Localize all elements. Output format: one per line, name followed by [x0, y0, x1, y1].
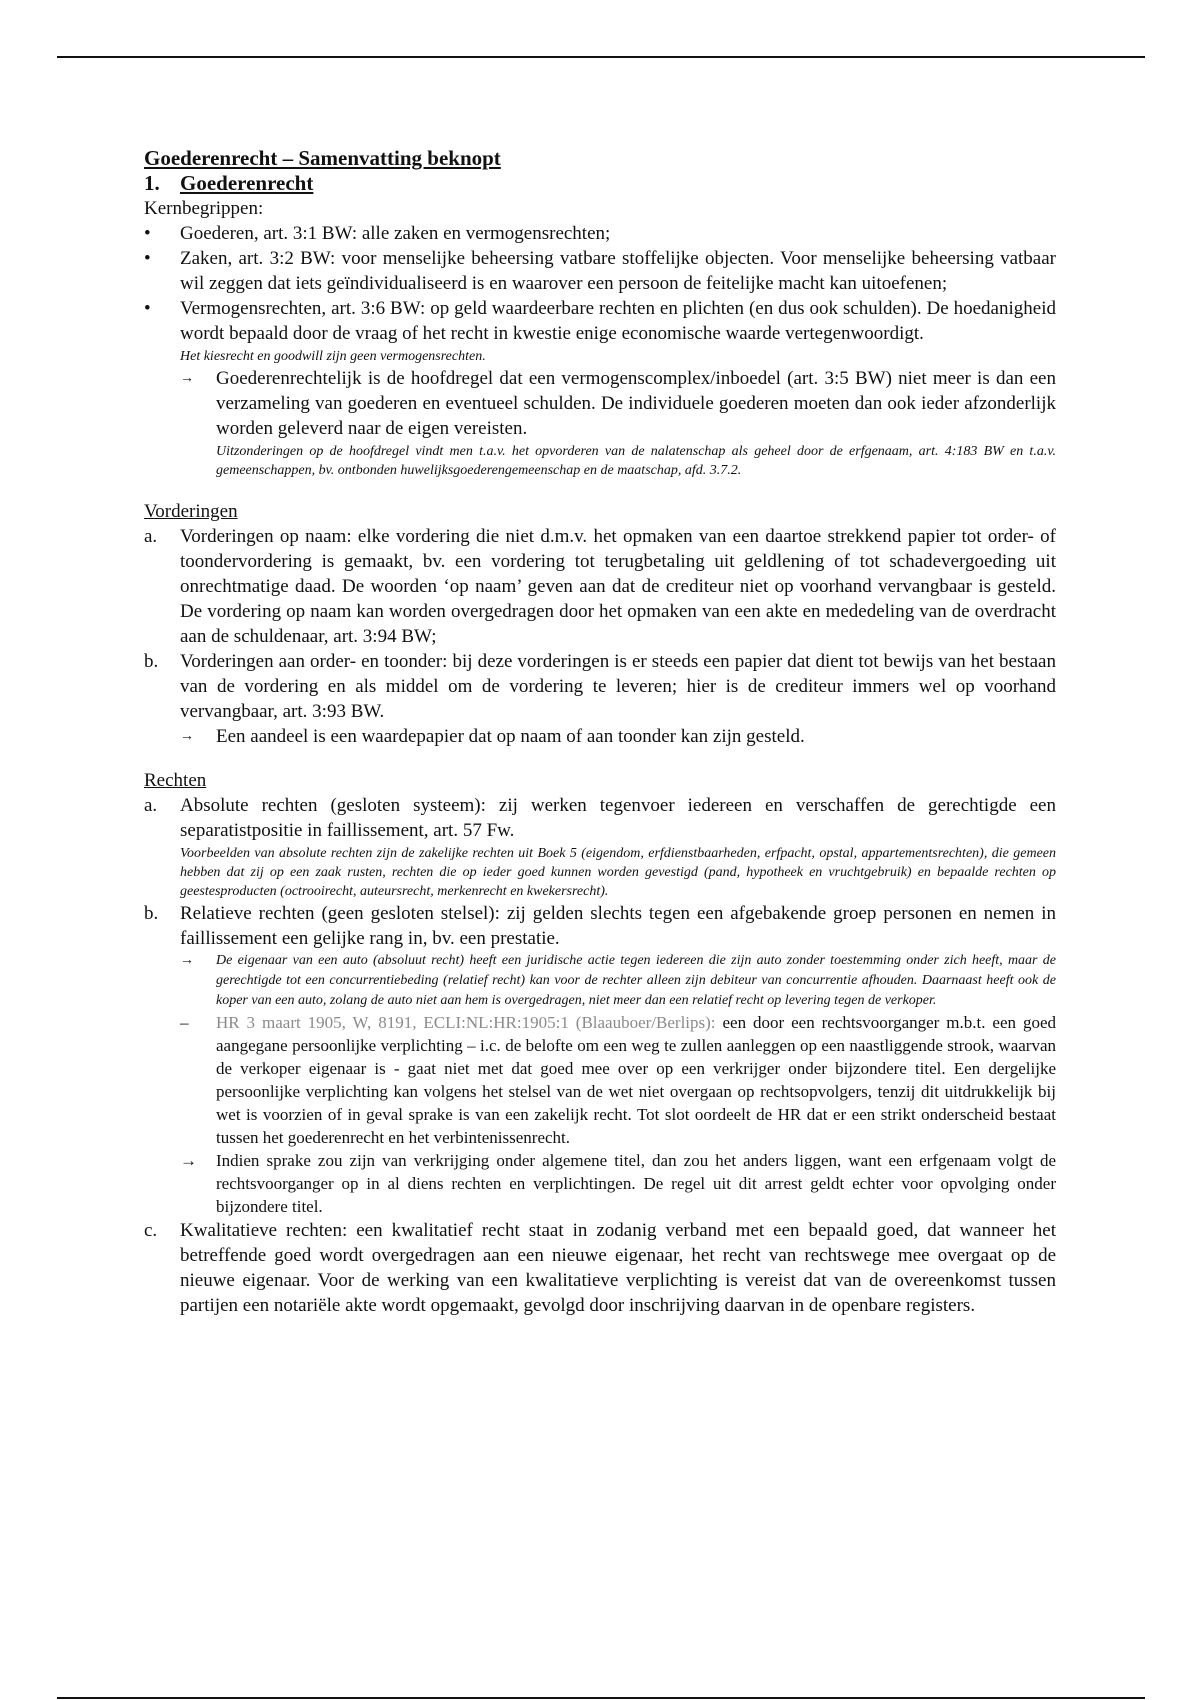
list-text: Vorderingen op naam: elke vordering die niet d.m.v. het opmaken van een daartoe strekkend papier tot order- of toondervordering is gemaakt, bv. een vordering tot terugbetaling uit geldlening of tot schadevergoeding uit onrechtmatige daad. De woorden ‘op naam’ geven aan dat de crediteur niet op voorhand vervangbaar is gesteld. De vordering op naam kan worden overgedragen door het opmaken van een akte en mededeling van de overdracht aan de schuldenaar, art. 3:94 BW; — [180, 526, 1056, 647]
page-title: Goederenrecht – Samenvatting beknopt — [144, 146, 501, 170]
arrow-text: Indien sprake zou zijn van verkrijging onder algemene titel, dan zou het anders liggen, want een erfgenaam volgt de rechtsvoorganger op in al diens rechten en verplichtingen. De regel uit dit arrest geldt echter voor opvolging onder bijzondere titel. — [216, 1151, 1056, 1216]
bullet-text: Goederen, art. 3:1 BW: alle zaken en vermogensrechten; — [180, 223, 611, 244]
section-number: 1. — [144, 171, 160, 195]
arrow-icon: → — [180, 953, 194, 968]
list-marker: b. — [144, 651, 159, 672]
case-item — [144, 1011, 1056, 1149]
list-text: Absolute rechten (gesloten systeem): zij werken tegenvoer iedereen en verschaffen de gerechtigde een separatistpositie in faillissement, art. 57 Fw. — [180, 795, 1056, 841]
arrow-item — [144, 951, 1056, 1011]
list-item — [144, 524, 1056, 649]
arrow-text: Een aandeel is een waardepapier dat op naam of aan toonder kan zijn gesteld. — [216, 726, 805, 747]
arrow-text: Goederenrechtelijk is de hoofdregel dat een vermogenscomplex/inboedel (art. 3:5 BW) niet meer is dan een verzameling van goederen en eventueel schulden. De individuele goederen moeten dan ook ieder afzonderlijk worden geleverd naar de eigen vereisten. — [216, 368, 1056, 439]
arrow-icon: → — [180, 729, 194, 744]
note-kiesrecht: Het kiesrecht en goodwill zijn geen vermogensrechten. — [180, 349, 486, 364]
bullet-icon: • — [144, 223, 151, 244]
bullet-text: Vermogensrechten, art. 3:6 BW: op geld waardeerbare rechten en plichten (en dus ook schulden). De hoedanigheid wordt bepaald door de vraag of het recht in kwestie enige economische waarde vertegenwoordigt. — [180, 298, 1056, 344]
bullet-text: Zaken, art. 3:2 BW: voor menselijke beheersing vatbare stoffelijke objecten. Voor menselijke beheersing vatbaar wil zeggen dat iets geïndividualiseerd is en waarover een persoon de feitelijke macht kan uitoefenen; — [180, 248, 1056, 294]
list-item — [144, 649, 1056, 724]
note-absolute-rechten: Voorbeelden van absolute rechten zijn de zakelijke rechten uit Boek 5 (eigendom, erfdienstbaarheden, erfpacht, opstal, appartementsrechten), die gemeen hebben dat zij op een zaak rusten, rechten die op ieder goed kunnen worden gevestigd (pand, hypotheek en vruchtgebruik) en bepaalde rechten op geestesproducten (octrooirecht, auteursrecht, merkenrecht en kwekersrecht). — [180, 846, 1056, 899]
list-marker: a. — [144, 526, 158, 547]
list-item — [144, 901, 1056, 951]
case-reference: HR 3 maart 1905, W, 8191, ECLI:NL:HR:1905:1 (Blaauboer/Berlips): — [216, 1013, 716, 1032]
list-text: Vorderingen aan order- en toonder: bij deze vorderingen is er steeds een papier dat dient tot bewijs van het bestaan van de vordering en als middel om de vordering te leveren; hier is de crediteur immers wel op voorhand vervangbaar, art. 3:93 BW. — [180, 651, 1056, 722]
document-body — [144, 146, 1056, 1318]
list-marker: c. — [144, 1220, 158, 1241]
arrow-item — [144, 366, 1056, 441]
bullet-item — [144, 246, 1056, 296]
list-item — [144, 1218, 1056, 1318]
list-marker: b. — [144, 903, 159, 924]
bullet-icon: • — [144, 248, 151, 269]
footer-rule — [57, 1697, 1145, 1699]
list-marker: a. — [144, 795, 158, 816]
section-title: Goederenrecht — [180, 171, 314, 195]
case-text: een door een rechtsvoorganger m.b.t. een goed aangegane persoonlijke verplichting – i.c. de belofte om een weg te zullen aanleggen op een naastliggende strook, waarvan de verkoper eigenaar is - gaat niet met dat goed mee over op een verkrijger onder bijzondere titel. Een dergelijke persoonlijke verplichting kan volgens het stelsel van de wet niet overgaan op rechtsopvolgers, tenzij dit uitdrukkelijk bij wet is voorzien of in geval sprake is van een zakelijk recht. Tot slot oordeelt de HR dat er een strikt onderscheid bestaat tussen het goederenrecht en het verbintenissenrecht. — [216, 1013, 1057, 1147]
bullet-icon: • — [144, 298, 151, 319]
header-rule — [57, 56, 1145, 58]
dash-icon: – — [180, 1013, 189, 1032]
arrow-item — [144, 1149, 1056, 1218]
list-item — [144, 793, 1056, 843]
subheading-rechten: Rechten — [144, 770, 207, 791]
section-heading — [144, 171, 1056, 196]
arrow-icon: → — [180, 1151, 197, 1170]
arrow-icon: → — [180, 371, 194, 386]
kernbegrippen-label: Kernbegrippen: — [144, 198, 264, 219]
note-uitzonderingen: Uitzonderingen op de hoofdregel vindt men t.a.v. het opvorderen van de nalatenschap als geheel door de erfgenaam, art. 4:183 BW en t.a.v. gemeenschappen, bv. ontbonden huwelijksgoederengemeenschap en de maatschap, afd. 3.7.2. — [216, 444, 1056, 478]
list-text: Relatieve rechten (geen gesloten stelsel): zij gelden slechts tegen een afgebakende groep personen en nemen in faillissement een gelijke rang in, bv. een prestatie. — [180, 903, 1056, 949]
bullet-item — [144, 221, 1056, 246]
bullet-item — [144, 296, 1056, 346]
subheading-vorderingen: Vorderingen — [144, 501, 238, 522]
arrow-item — [144, 724, 1056, 749]
arrow-text: De eigenaar van een auto (absoluut recht) heeft een juridische actie tegen iedereen die zijn auto zonder toestemming onder zich heeft, maar de gerechtigde tot een concurrentiebeding (relatief recht) kan voor de rechter alleen zijn debiteur van concurrentie afhouden. Daarnaast heeft ook de koper van een auto, zolang de auto niet aan hem is overgedragen, niet meer dan een relatief recht op levering tegen de verkoper. — [216, 953, 1056, 1008]
list-text: Kwalitatieve rechten: een kwalitatief recht staat in zodanig verband met een bepaald goed, dat wanneer het betreffende goed wordt overgedragen aan een nieuwe eigenaar, het recht van rechtswege mee overgaat op de nieuwe eigenaar. Voor de werking van een kwalitatieve verplichting is vereist dat van de overeenkomst tussen partijen een notariële akte wordt opgemaakt, gevolgd door inschrijving daarvan in de openbare registers. — [180, 1220, 1056, 1316]
